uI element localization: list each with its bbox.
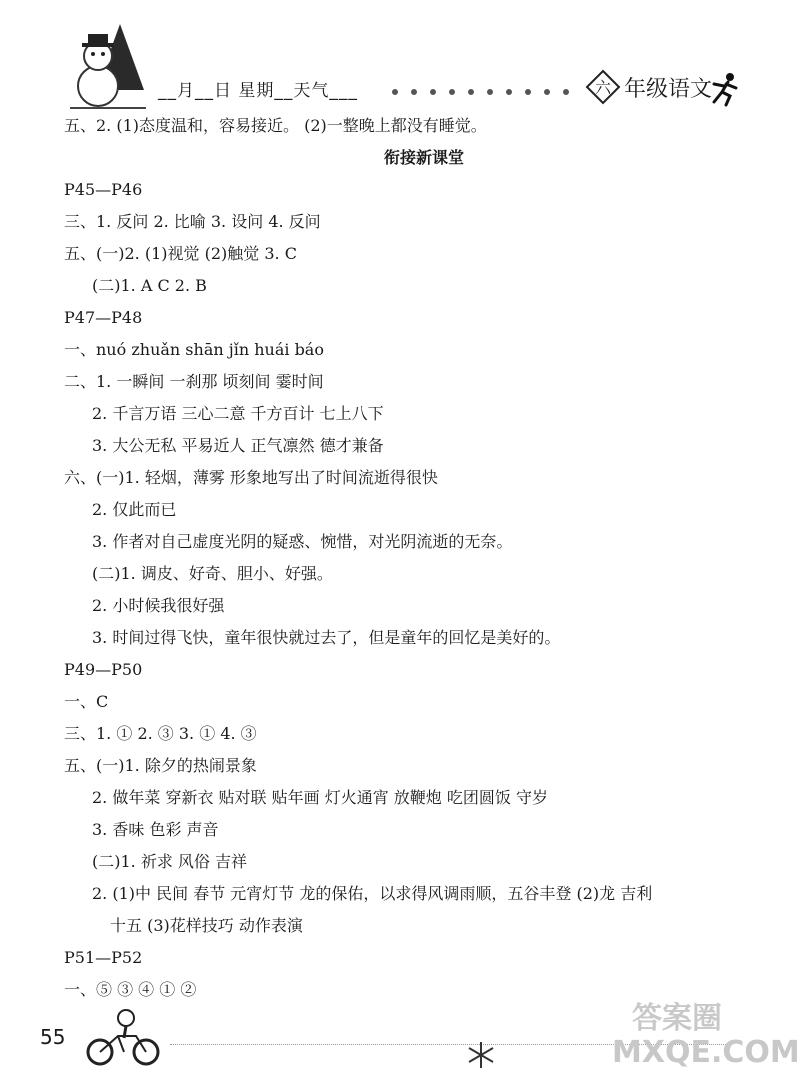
answer-line: P45—P46 [64, 180, 143, 199]
answer-line: 2. 千言万语 三心二意 千方百计 七上八下 [92, 404, 384, 423]
date-weather-line: __月__日 星期__天气___ [158, 81, 358, 101]
answer-line: (二)1. 调皮、好奇、胆小、好强。 [92, 564, 333, 583]
kid-on-bicycle-icon [84, 1006, 164, 1066]
page-header [0, 0, 750, 112]
answer-line: 3. 时间过得飞快，童年很快就过去了，但是童年的回忆是美好的。 [92, 628, 561, 647]
answer-line: 一、⑤ ③ ④ ① ② [64, 980, 197, 999]
snowman-illustration-icon [62, 20, 152, 112]
answer-line: P49—P50 [64, 660, 143, 679]
answer-line: 3. 作者对自己虚度光阴的疑惑、惋惜，对光阴流逝的无奈。 [92, 532, 513, 551]
answer-line: 六、(一)1. 轻烟，薄雾 形象地写出了时间流逝得很快 [64, 468, 438, 487]
answer-line: 2. (1)中 民间 春节 元宵灯节 龙的保佑，以求得风调雨顺，五谷丰登 (2)龙 吉利 [92, 884, 653, 903]
answer-line: 衔接新课堂 [383, 148, 464, 167]
answer-line: (二)1. 祈求 风俗 吉祥 [92, 852, 248, 871]
answer-line: 十五 (3)花样技巧 动作表演 [110, 916, 303, 935]
answer-line: 2. 小时候我很好强 [92, 596, 225, 615]
answer-line: 五、(一)1. 除夕的热闹景象 [64, 756, 257, 775]
answer-line: 五、2. (1)态度温和，容易接近。 (2)一整晚上都没有睡觉。 [64, 116, 487, 135]
answer-line: 三、1. ① 2. ③ 3. ① 4. ③ [64, 724, 257, 743]
page-number: 55 [40, 1025, 66, 1049]
snowflake-icon [466, 1040, 496, 1070]
answer-line: P51—P52 [64, 948, 143, 967]
answer-line: (二)1. A C 2. B [92, 276, 207, 295]
answer-line: 三、1. 反问 2. 比喻 3. 设问 4. 反问 [64, 212, 321, 231]
answer-line: 3. 香味 色彩 声音 [92, 820, 219, 839]
svg-text:六: 六 [594, 78, 612, 97]
answer-line: 二、1. 一瞬间 一刹那 顷刻间 霎时间 [64, 372, 324, 391]
running-figure-icon [708, 72, 742, 106]
grade-six-badge-icon [586, 70, 620, 104]
decorative-dots [392, 80, 582, 99]
answer-line: P47—P48 [64, 308, 143, 327]
watermark: 答案圈 MXQE.COM [612, 1001, 800, 1070]
answer-line: 一、nuó zhuǎn shān jǐn huái báo [64, 340, 324, 359]
answer-line: 2. 仅此而已 [92, 500, 177, 519]
grade-subject-title: 年级语文 [624, 77, 713, 102]
answer-content [64, 112, 744, 1008]
answer-line: 2. 做年菜 穿新衣 贴对联 贴年画 灯火通宵 放鞭炮 吃团圆饭 守岁 [92, 788, 548, 807]
answer-line: 3. 大公无私 平易近人 正气凛然 德才兼备 [92, 436, 384, 455]
answer-line: 五、(一)2. (1)视觉 (2)触觉 3. C [64, 244, 297, 263]
answer-line: 一、C [64, 692, 109, 711]
